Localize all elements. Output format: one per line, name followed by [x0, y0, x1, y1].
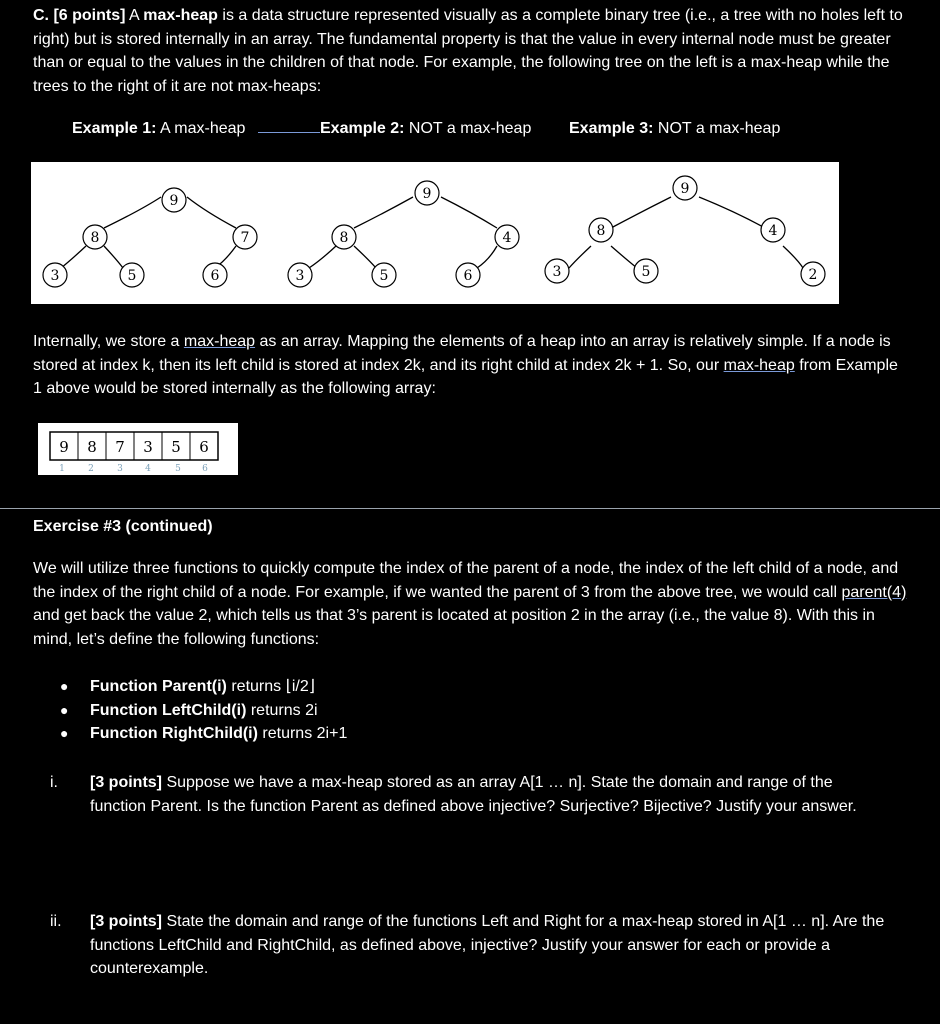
question-i	[50, 771, 890, 818]
array-svg	[38, 423, 238, 475]
exercise-title: Exercise #3 (continued)	[33, 518, 213, 535]
array-cell-2: 8	[87, 438, 97, 456]
tree3-edge-left-lr	[611, 246, 637, 268]
internal-p2: as an array. Mapping the elements of a heap into an array is relatively simple. If a node is stored at index k, then its left child is stored at index 2k, and its right child at index 2k + 1. So, our	[33, 333, 891, 374]
array-cell-4: 3	[143, 438, 153, 456]
tree1-ll-label: 3	[50, 268, 60, 284]
functions-intro-p2: and get back the value 2, which tells us that 3’s parent is located at position 2 in the array (i.e., the value 8). With this in mind, let’s define the following functions:	[33, 607, 875, 648]
tree2-edge-right-rl	[477, 246, 497, 268]
internal-term-1: max-heap	[183, 333, 256, 350]
bullet-icon: ●	[60, 701, 69, 718]
tree1-right-label: 7	[240, 230, 250, 246]
parent-call: parent(4)	[841, 583, 907, 601]
tree1-edge-root-left	[104, 197, 161, 228]
part-label: C. [6 points]	[33, 7, 126, 24]
bullet-icon: ●	[60, 725, 69, 741]
functions-intro-paragraph	[33, 557, 913, 651]
tree3-edge-right-rr	[783, 246, 803, 268]
example-3-desc: NOT a max-heap	[653, 120, 781, 137]
tree1-left-label: 8	[90, 230, 100, 246]
question-text	[90, 910, 890, 981]
tree1-edge-left-ll	[61, 246, 86, 268]
tree2-right-label: 4	[502, 230, 512, 246]
tree3-root-label: 9	[680, 181, 690, 197]
example-2-title: Example 2:	[320, 120, 405, 137]
function-def: returns ⌊i/2⌋	[226, 678, 315, 695]
tree3-left-label: 8	[596, 223, 606, 239]
tree3-rr-label: 2	[808, 267, 818, 283]
array-index-1: 1	[59, 464, 65, 474]
tree2-root-label: 9	[422, 186, 432, 202]
tree1-edge-left-lr	[104, 246, 123, 268]
question-number: ii.	[50, 913, 62, 930]
function-name: Function Parent(i)	[90, 678, 227, 695]
example-1-title: Example 1:	[72, 120, 157, 137]
functions-intro-p1: We will utilize three functions to quickly compute the index of the parent of a node, the index of the left child of a node, and the index of the right child of a node. For example, if we wanted the parent of 3 from the above tree, we would call	[33, 560, 899, 601]
tree2-edge-left-ll	[309, 246, 336, 268]
example-1-label	[72, 120, 245, 138]
example-separator-line	[258, 132, 320, 133]
array-index-6: 6	[202, 464, 208, 474]
function-item	[60, 675, 347, 699]
question-points: [3 points]	[90, 913, 162, 930]
bullet-icon: ●	[60, 678, 69, 694]
question-text	[90, 771, 890, 818]
tree2-edge-root-left	[354, 197, 413, 228]
intro-paragraph	[33, 4, 903, 98]
question-points: [3 points]	[90, 774, 162, 791]
array-index-3: 3	[117, 464, 123, 474]
array-cell-3: 7	[115, 438, 125, 456]
tree2-edge-root-right	[441, 197, 497, 228]
trees-svg	[31, 162, 839, 304]
intro-pre: A	[125, 7, 144, 24]
tree2-left-label: 8	[339, 230, 349, 246]
question-number: i.	[50, 774, 58, 791]
question-body: State the domain and range of the functions Left and Right for a max-heap stored in A[1 … n]. Are the functions LeftChild and RightChild, as defined above, injective? Justify your answer for each or provide a counterexample.	[90, 913, 885, 977]
tree3-ll-label: 3	[552, 264, 562, 280]
tree3-lr-label: 5	[641, 264, 651, 280]
example-3-label	[569, 120, 780, 138]
example-1-desc: A max-heap	[156, 120, 246, 137]
tree3-edge-root-right	[699, 197, 765, 228]
tree1-root-label: 9	[169, 193, 179, 209]
array-index-5: 5	[175, 464, 181, 474]
functions-list	[60, 675, 347, 746]
tree1-rl-label: 6	[210, 268, 220, 284]
tree2-lr-label: 5	[379, 268, 389, 284]
internal-p3: from Example 1 above would be stored internally as the following array:	[33, 356, 898, 397]
array-cell-5: 5	[171, 438, 181, 456]
function-name: Function LeftChild(i)	[90, 701, 247, 719]
function-item	[60, 722, 347, 746]
function-name: Function RightChild(i)	[90, 725, 258, 742]
question-body: Suppose we have a max-heap stored as an array A[1 … n]. State the domain and range of the function Parent. Is the function Parent as defined above injective? Surjective? Bijective? Justify your answer.	[90, 774, 857, 815]
max-heap-term: max-heap	[143, 7, 218, 24]
tree2-edge-left-lr	[354, 246, 376, 268]
function-def: returns 2i+1	[257, 725, 348, 742]
tree1-edge-root-right	[187, 197, 236, 228]
array-figure	[38, 423, 238, 475]
example-2-desc: NOT a max-heap	[404, 120, 532, 137]
array-cell-6: 6	[199, 438, 209, 456]
tree2-rl-label: 6	[463, 268, 473, 284]
tree3-right-label: 4	[768, 223, 778, 239]
array-index-4: 4	[145, 464, 151, 474]
trees-figure	[31, 162, 839, 304]
array-cell-1: 9	[59, 438, 69, 456]
tree3-edge-root-left	[611, 197, 671, 228]
tree2-ll-label: 3	[295, 268, 305, 284]
tree1-lr-label: 5	[127, 268, 137, 284]
intro-text: is a data structure represented visually as a complete binary tree (i.e., a tree with no holes left to right) but is stored internally in an array. The fundamental property is that the value in every internal node must be greater than or equal to the values in the children of that node. For example, the following tree on the left is a max-heap while the trees to the right of it are not max-heaps:	[33, 7, 903, 95]
internal-paragraph	[33, 330, 903, 401]
section-divider	[0, 508, 940, 509]
function-item	[60, 699, 347, 723]
internal-p1: Internally, we store a	[33, 333, 184, 350]
example-2-label	[320, 120, 531, 138]
array-index-2: 2	[88, 464, 94, 474]
tree3-edge-left-ll	[569, 246, 591, 268]
example-3-title: Example 3:	[569, 120, 654, 137]
internal-term-2: max-heap	[723, 356, 795, 374]
question-ii	[50, 910, 890, 981]
function-def: returns 2i	[246, 701, 318, 719]
